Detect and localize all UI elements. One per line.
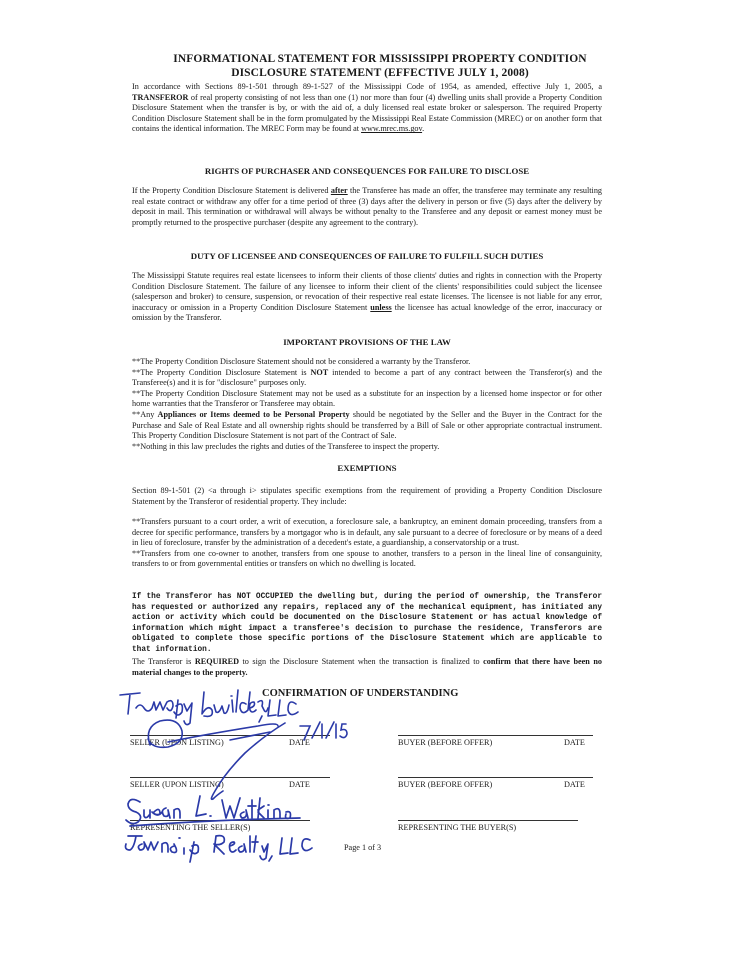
buyer-date-label-1: DATE: [564, 738, 585, 747]
exemption-item: **Transfers pursuant to a court order, a writ of execution, a foreclosure sale, a bankruptcy, an eminent domain proceeding, transfers from a decree for specific performance, transfers by a mortgagor who is in default, any sale pursuant to a decree of foreclosure or by means of a deed in lieu of foreclosure, transfer by the administration of a decedent's estate, a guardianship, a conservatorship or a trust.: [132, 517, 602, 548]
provision-item: **Nothing in this law precludes the rights and duties of the Transferee to inspect the property.: [132, 441, 440, 451]
provision-item: **The Property Condition Disclosure Statement should not be considered a warranty by the Transferor.: [132, 357, 471, 366]
representing-buyer-label: REPRESENTING THE BUYER(S): [398, 823, 517, 832]
confirmation-heading: CONFIRMATION OF UNDERSTANDING: [262, 688, 459, 699]
buyer-label-2: BUYER (BEFORE OFFER): [398, 780, 493, 789]
seller-name-handwriting: [120, 690, 298, 725]
agent-signature-handwriting: [126, 796, 300, 826]
provision-item: **The Property Condition Disclosure Statement is NOT intended to become a part of any contract between the Transferor(s) and the Transferee(s) and it is for "disclosure" purposes only.: [132, 367, 602, 388]
provisions-heading: IMPORTANT PROVISIONS OF THE LAW: [283, 337, 451, 347]
rights-paragraph: If the Property Condition Disclosure Statement is delivered after the Transferee has made an offer, the transferee may terminate any resulting real estate contract or withdraw any offer for a time period of three (3) days after the delivery in person or five (5) days after the delivery by deposit in mail. This termination or withdrawal will always be without penalty to the Transferee and any deposit or earnest money must be promptly returned to the prospective purchaser (despite any agreement to the contrary).: [132, 186, 603, 227]
buyer-date-label-2: DATE: [564, 780, 585, 789]
title-line-2: DISCLOSURE STATEMENT (EFFECTIVE JULY 1, 2008): [231, 67, 529, 79]
intro-paragraph: In accordance with Sections 89-1-501 through 89-1-527 of the Mississippi Code of 1954, as amended, effective July 1, 2005, a TRANSFEROR of real property consisting of not less than one (1) nor more than four (4) dwelling units shall provide a Property Condition Disclosure Statement when the transfer is by, or with the aid of, a duly licensed real estate broker or salesperson. The required Property Condition Disclosure Statement shall be in the form promulgated by the Mississippi Real Estate Commission (MREC) or on another form that contains the identical information. The MREC Form may be found at www.mrec.ms.gov.: [132, 82, 602, 134]
agency-handwriting: [126, 836, 313, 862]
duty-paragraph: The Mississippi Statute requires real estate licensees to inform their clients of those clients' duties and rights in connection with the Property Condition Disclosure Statement. The failure of any licensee to inform their client of the clients' responsibilities could subject the licensee (salesperson and broker) to censure, suspension, or revocation of their respective real estate licenses. The licensee is not liable for any error, inaccuracy or omission in a Property Condition Disclosure Statement unless the licensee has actual knowledge of the error, inaccuracy or omission by the Transferor.: [132, 271, 602, 323]
seller-label-2: SELLER (UPON LISTING): [130, 780, 224, 789]
page-number: Page 1 of 3: [344, 843, 382, 852]
representing-seller-label: REPRESENTING THE SELLER(S): [130, 823, 251, 832]
provision-item: **The Property Condition Disclosure Statement may not be used as a substitute for an inspection by a licensed home inspector or for other home warranties that the Transferor or Transferee may obtain.: [132, 388, 602, 409]
required-paragraph: The Transferor is REQUIRED to sign the Disclosure Statement when the transaction is finalized to confirm that there have been no material changes to the property.: [132, 657, 602, 677]
not-occupied-paragraph: If the Transferor has NOT OCCUPIED the dwelling but, during the period of ownership, the Transferor has requested or authorized any repairs, replaced any of the mechanical equipment, has initiated any action or activity which could be documented on the Disclosure Statement or has actual knowledge of information which might impact a transferee's decision to purchase the residence, Transferors are obligated to complete those specific portions of the Disclosure Statement which are applicable to that information.: [132, 593, 602, 654]
exemptions-heading: EXEMPTIONS: [337, 463, 397, 473]
seller-date-label-2: DATE: [289, 780, 310, 789]
provision-item: **Any Appliances or Items deemed to be Personal Property should be negotiated by the Seller and the Buyer in the Contract for the Purchase and Sale of Real Estate and all ownership rights should be transferred by a Bill of Sale or other appropriate contractual instrument. This Property Condition Disclosure Statement is not part of the Contract of Sale.: [132, 409, 602, 441]
exemptions-intro: Section 89-1-501 (2) <a through i> stipulates specific exemptions from the requirement of providing a Property Condition Disclosure Statement by the Transferor of residential property. They include:: [132, 486, 602, 506]
date-handwriting: [300, 722, 347, 740]
seller-signature-handwriting: [148, 720, 285, 799]
title-line-1: INFORMATIONAL STATEMENT FOR MISSISSIPPI PROPERTY CONDITION: [173, 53, 587, 65]
duty-heading: DUTY OF LICENSEE AND CONSEQUENCES OF FAILURE TO FULFILL SUCH DUTIES: [190, 251, 544, 261]
exemption-item: **Transfers from one co-owner to another, transfers from one spouse to another, transfers to a person in the lineal line of consanguinity, transfers to or from governmental entities or transfers on which no dwelling is located.: [132, 548, 602, 569]
seller-label-1: SELLER (UPON LISTING): [130, 738, 224, 747]
buyer-label-1: BUYER (BEFORE OFFER): [398, 738, 493, 747]
mrec-link[interactable]: www.mrec.ms.gov: [361, 124, 423, 134]
seller-date-label-1: DATE: [289, 738, 310, 747]
rights-heading: RIGHTS OF PURCHASER AND CONSEQUENCES FOR FAILURE TO DISCLOSE: [204, 166, 530, 176]
